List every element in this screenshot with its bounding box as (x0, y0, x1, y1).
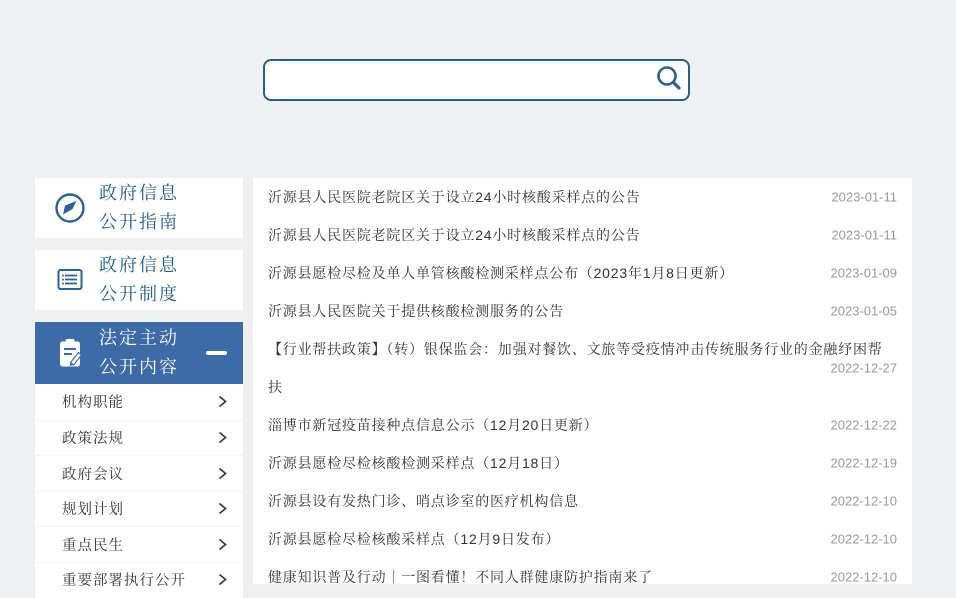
search-bar (263, 59, 690, 101)
article-title-link[interactable]: 沂源县人民医院关于提供核酸检测服务的公告 (268, 303, 564, 319)
sidebar-item-gov-info-system[interactable] (35, 250, 243, 310)
chevron-right-icon (217, 466, 228, 481)
magnifier-icon (654, 64, 684, 94)
sidebar-submenu-item[interactable] (35, 526, 243, 562)
article-date: 2023-01-05 (830, 303, 897, 319)
article-date: 2023-01-11 (831, 227, 897, 243)
sidebar-item-label: 政府信息 公开指南 (99, 183, 179, 232)
article-date: 2022-12-19 (830, 455, 897, 471)
search-input[interactable] (263, 59, 690, 101)
submenu-item-label: 规划计划 (62, 502, 124, 519)
article-title-link[interactable]: 沂源县人民医院老院区关于设立24小时核酸采样点的公告 (268, 189, 641, 205)
article-title-link[interactable]: 沂源县人民医院老院区关于设立24小时核酸采样点的公告 (268, 227, 641, 243)
article-date: 2022-12-10 (830, 493, 897, 509)
sidebar-item-label: 法定主动 公开内容 (99, 328, 179, 377)
sidebar-item-statutory-disclosure[interactable] (35, 322, 243, 384)
chevron-right-icon (217, 430, 228, 445)
article-date: 2023-01-09 (830, 265, 897, 281)
chevron-right-icon (217, 537, 228, 552)
article-date: 2023-01-11 (831, 189, 897, 205)
article-list (253, 178, 912, 584)
article-row (253, 520, 912, 558)
article-row (253, 482, 912, 520)
article-row (253, 444, 912, 482)
chevron-right-icon (217, 572, 228, 587)
submenu-item-label: 政策法规 (62, 431, 124, 448)
article-row (253, 292, 912, 330)
article-title-link[interactable]: 沂源县愿检尽检核酸检测采样点（12月18日） (268, 455, 569, 471)
article-title-link[interactable]: 淄博市新冠疫苗接种点信息公示（12月20日更新） (268, 417, 599, 433)
article-title-link[interactable]: 沂源县愿检尽检及单人单管核酸检测采样点公布（2023年1月8日更新） (268, 265, 734, 281)
sidebar-submenu-item[interactable] (35, 420, 243, 456)
article-row (253, 254, 912, 292)
sidebar-submenu-item[interactable] (35, 455, 243, 491)
article-title-link[interactable]: 健康知识普及行动｜一图看懂！不同人群健康防护指南来了 (268, 569, 653, 584)
sidebar-submenu-item[interactable] (35, 562, 243, 598)
compass-icon (51, 190, 89, 226)
sidebar-item-gov-info-guide[interactable] (35, 178, 243, 238)
article-date: 2022-12-10 (830, 531, 897, 547)
article-row (253, 330, 912, 406)
article-date: 2022-12-27 (830, 360, 897, 376)
collapse-minus-icon[interactable] (206, 351, 227, 355)
article-date: 2022-12-10 (830, 569, 897, 584)
sidebar-submenu (35, 384, 243, 598)
article-title-link[interactable]: 沂源县设有发热门诊、哨点诊室的医疗机构信息 (268, 493, 579, 509)
article-row (253, 178, 912, 216)
clipboard-pencil-icon (51, 335, 89, 371)
article-date: 2022-12-22 (830, 417, 897, 433)
sidebar-submenu-item[interactable] (35, 384, 243, 420)
document-icon (51, 262, 89, 298)
submenu-item-label: 机构职能 (62, 395, 124, 412)
search-button[interactable] (653, 64, 685, 96)
article-title-link[interactable]: 【行业帮扶政策】（转）银保监会：加强对餐饮、文旅等受疫情冲击传统服务行业的金融纾困帮扶 (268, 341, 883, 395)
sidebar-submenu-item[interactable] (35, 491, 243, 527)
sidebar (35, 178, 243, 598)
article-row (253, 406, 912, 444)
chevron-right-icon (217, 394, 228, 409)
submenu-item-label: 重要部署执行公开 (62, 573, 186, 590)
chevron-right-icon (217, 501, 228, 516)
article-row (253, 216, 912, 254)
submenu-item-label: 政府会议 (62, 466, 124, 483)
article-title-link[interactable]: 沂源县愿检尽检核酸采样点（12月9日发布） (268, 531, 561, 547)
article-row (253, 558, 912, 584)
sidebar-item-label: 政府信息 公开制度 (99, 255, 179, 304)
submenu-item-label: 重点民生 (62, 537, 124, 554)
